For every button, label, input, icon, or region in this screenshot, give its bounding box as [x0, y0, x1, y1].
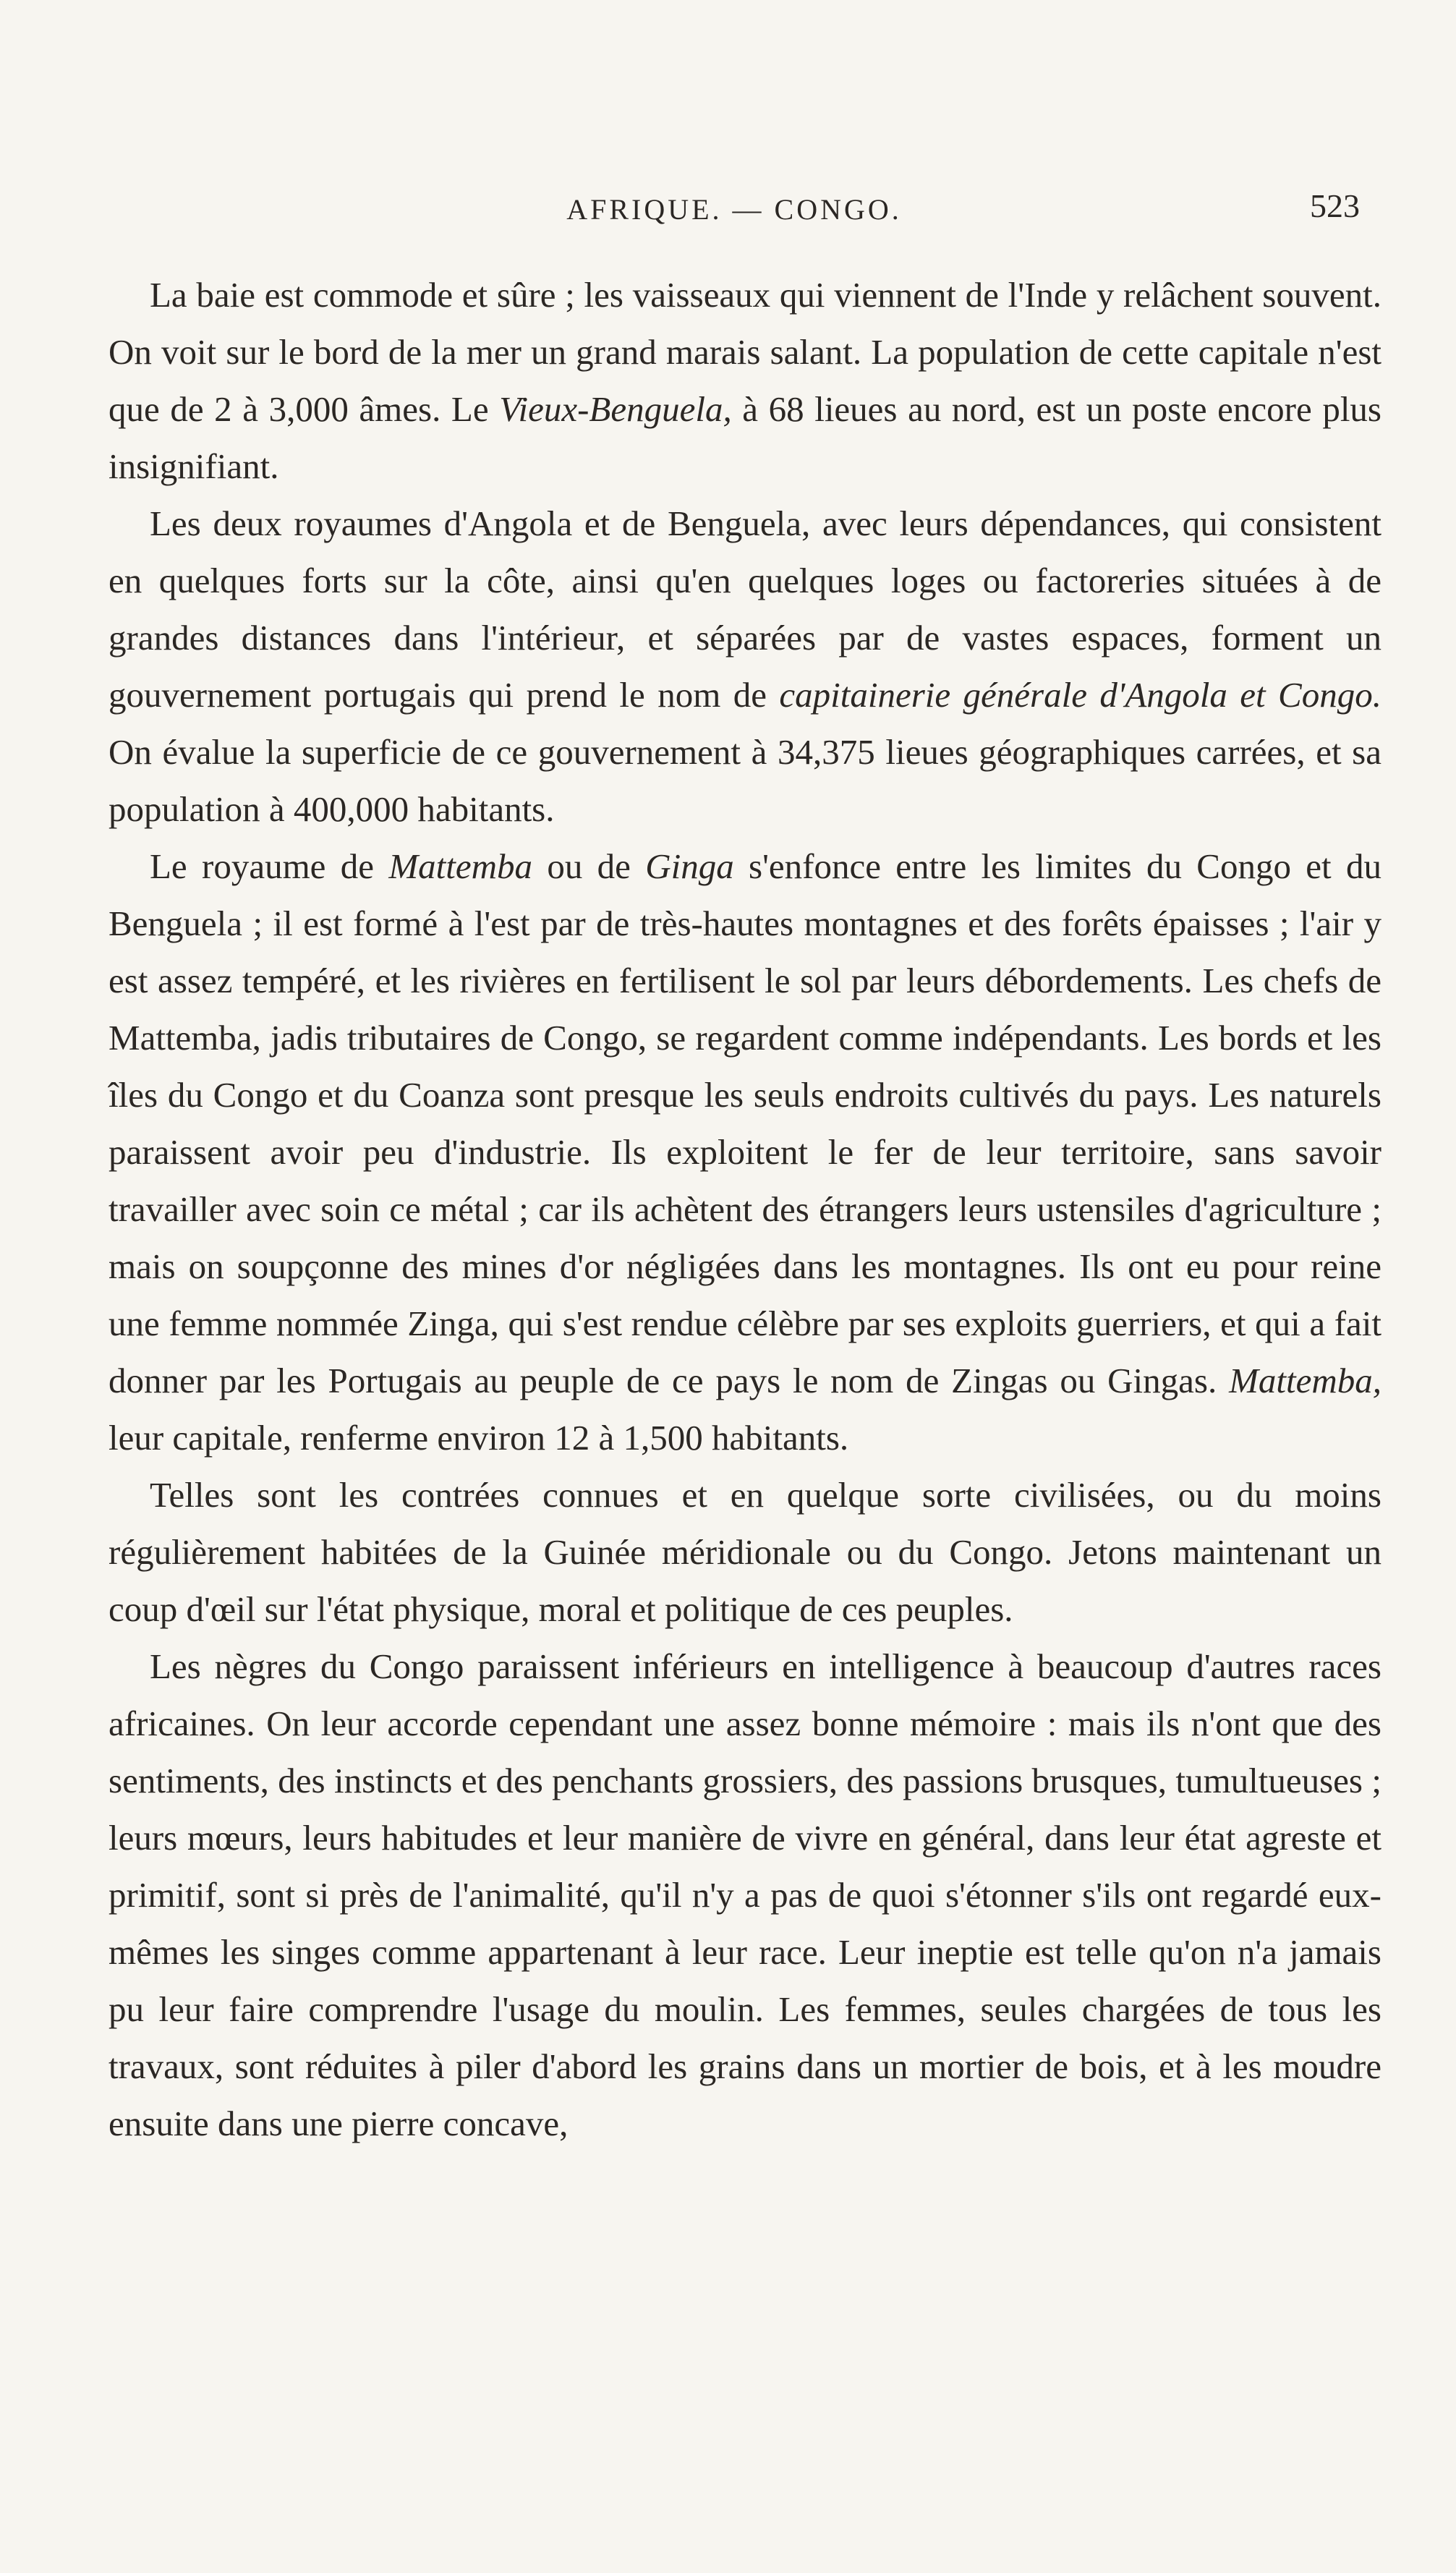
italic-run: Mattemba, — [1229, 1361, 1382, 1400]
text-run: s'enfonce entre les limites du Congo et du Benguela ; il est formé à l'est par de très-hautes montagnes et des forêts épaisses ; l'air y est assez tempéré, et les rivières en fertilisent le sol par leurs débordements. Les chefs de Mattemba, jadis tributaires de Congo, se regardent comme indépendants. Les bords et les îles du Congo et du Coanza sont presque les seuls endroits cultivés du pays. Les naturels paraissent avoir peu d'industrie. Ils exploitent le fer de leur territoire, sans savoir travailler avec soin ce métal ; car ils achètent des étrangers leurs ustensiles d'agriculture ; mais on soupçonne des mines d'or négligées dans les montagnes. Ils ont eu pour reine une femme nommée Zinga, qui s'est rendue célèbre par ses exploits guerriers, et qui a fait donner par les Portugais au peuple de ce pays le nom de Zingas ou Gingas. — [108, 846, 1382, 1400]
text-run: ou de — [532, 846, 646, 886]
text-run: Les deux royaumes d'Angola et de Benguela, avec leurs dépendances, qui consistent en quelques forts sur la côte, ainsi qu'en quelques loges ou factoreries situées à de grandes distances dans l'intérieur, et séparées par de vastes espaces, forment un gouvernement portugais qui prend le nom de — [108, 503, 1382, 715]
page-number: 523 — [1310, 187, 1360, 224]
text-run: leur capitale, renferme environ 12 à 1,500 habitants. — [108, 1418, 849, 1458]
italic-run: capitainerie générale d'Angola et Congo. — [779, 675, 1382, 715]
italic-run: Vieux-Benguela, — [499, 389, 732, 429]
running-head — [108, 187, 1360, 230]
running-title: AFRIQUE. — CONGO. — [566, 193, 902, 226]
text-run: La baie est commode et sûre ; les vaisseaux qui viennent de l'Inde y relâchent souvent. On voit sur le bord de la mer un grand marais salant. La population de cette capitale n'est que de 2 à 3,000 âmes. Le — [108, 275, 1382, 429]
text-run: Telles sont les contrées connues et en quelque sorte civilisées, ou du moins régulièrement habitées de la Guinée méridionale ou du Congo. Jetons maintenant un coup d'œil sur l'état physique, moral et politique de ces peuples. — [108, 1475, 1382, 1629]
paragraph — [108, 838, 1382, 1466]
text-run: à 68 lieues au nord, est un poste encore plus insignifiant. — [108, 389, 1382, 486]
paragraph — [108, 1638, 1382, 2152]
italic-run: Ginga — [645, 846, 734, 886]
body-text — [108, 266, 1382, 2152]
text-run: On évalue la superficie de ce gouvernement à 34,375 lieues géographiques carrées, et sa population à 400,000 habitants. — [108, 732, 1382, 829]
text-run: Le royaume de — [150, 846, 389, 886]
paragraph — [108, 495, 1382, 838]
paragraph — [108, 1466, 1382, 1638]
italic-run: Mattemba — [388, 846, 532, 886]
text-run: Les nègres du Congo paraissent inférieurs en intelligence à beaucoup d'autres races africaines. On leur accorde cependant une assez bonne mémoire : mais ils n'ont que des sentiments, des instincts et des penchants grossiers, des passions brusques, tumultueuses ; leurs mœurs, leurs habitudes et leur manière de vivre en général, dans leur état agreste et primitif, sont si près de l'animalité, qu'il n'y a pas de quoi s'étonner s'ils ont regardé eux-mêmes les singes comme appartenant à leur race. Leur ineptie est telle qu'on n'a jamais pu leur faire comprendre l'usage du moulin. Les femmes, seules chargées de tous les travaux, sont réduites à piler d'abord les grains dans un mortier de bois, et à les moudre ensuite dans une pierre concave, — [108, 1646, 1382, 2143]
paragraph — [108, 266, 1382, 495]
